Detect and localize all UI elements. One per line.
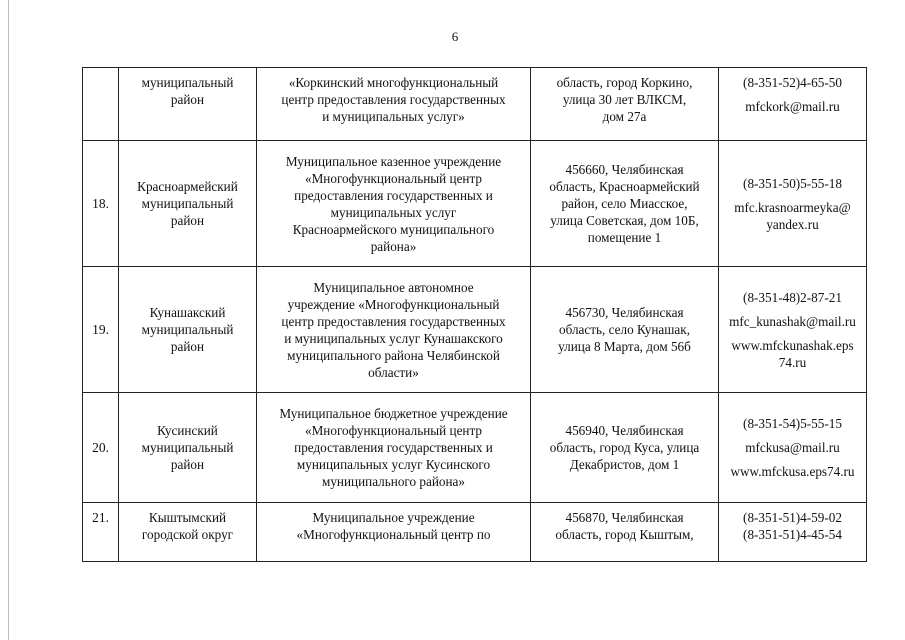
row-number-cell bbox=[83, 141, 119, 267]
phone-text-secondary: (8-351-51)4-45-54 bbox=[743, 527, 842, 542]
name-line: и муниципальных услуг Кунашакского bbox=[284, 330, 503, 346]
address-line: область, Красноармейский bbox=[549, 179, 700, 194]
contacts-cell bbox=[719, 141, 867, 267]
row-number: 18. bbox=[92, 196, 109, 211]
email-link[interactable]: mfc_kunashak@mail.ru bbox=[729, 313, 856, 329]
district-line: Кыштымский bbox=[148, 510, 227, 525]
name-line: предоставления государственных и bbox=[294, 440, 493, 455]
email-link[interactable]: mfckork@mail.ru bbox=[745, 99, 840, 114]
address-line: область, город Кыштым, bbox=[555, 527, 694, 542]
email-link[interactable]: mfc.krasnoarmeyka@ bbox=[734, 199, 851, 215]
address-cell bbox=[531, 503, 719, 562]
name-line: Муниципальное автономное bbox=[313, 279, 474, 295]
phone-text: (8-351-54)5-55-15 bbox=[743, 416, 842, 431]
table-row bbox=[83, 141, 867, 267]
contacts-cell bbox=[719, 393, 867, 503]
address-line: область, город Куса, улица bbox=[549, 440, 700, 455]
mfc-registry-table bbox=[82, 67, 867, 562]
address-cell bbox=[531, 393, 719, 503]
address-line: дом 27а bbox=[602, 109, 647, 124]
district-line: район bbox=[170, 457, 205, 472]
address-line: 456870, Челябинская bbox=[565, 510, 684, 525]
phone-text: (8-351-51)4-59-02 bbox=[743, 510, 842, 525]
name-line: муниципального района» bbox=[321, 474, 465, 489]
address-line: 456940, Челябинская bbox=[565, 423, 684, 438]
address-line: Декабристов, дом 1 bbox=[569, 457, 680, 472]
district-line: район bbox=[170, 213, 205, 228]
district-cell bbox=[119, 141, 257, 267]
name-line: «Многофункциональный центр bbox=[304, 423, 482, 438]
address-line: район, село Миасское, bbox=[561, 196, 688, 211]
name-line: центр предоставления государственных bbox=[281, 92, 506, 107]
district-line: муниципальный bbox=[141, 322, 234, 337]
table-row bbox=[83, 393, 867, 503]
district-line: район bbox=[170, 339, 205, 354]
district-line: Кусинский bbox=[157, 423, 218, 438]
page-number: 6 bbox=[451, 29, 459, 44]
name-line: Красноармейского муниципального bbox=[292, 221, 495, 237]
district-cell bbox=[119, 68, 257, 141]
name-line: области» bbox=[368, 364, 419, 380]
name-line: предоставления государственных и bbox=[294, 187, 493, 203]
address-line: улица Советская, дом 10Б, bbox=[550, 213, 699, 228]
row-number-cell bbox=[83, 68, 119, 141]
contacts-cell bbox=[719, 503, 867, 562]
address-line: 456730, Челябинская bbox=[565, 305, 684, 320]
organization-name-cell bbox=[257, 267, 531, 393]
organization-name-cell bbox=[257, 393, 531, 503]
row-number-cell bbox=[83, 267, 119, 393]
email-link-continued[interactable]: yandex.ru bbox=[766, 216, 819, 232]
row-number-cell bbox=[83, 503, 119, 562]
organization-name-cell bbox=[257, 68, 531, 141]
district-cell bbox=[119, 393, 257, 503]
website-link[interactable]: www.mfckunashak.eps bbox=[731, 337, 854, 353]
row-number-cell bbox=[83, 393, 119, 503]
organization-name-cell bbox=[257, 141, 531, 267]
name-line: «Многофункциональный центр bbox=[304, 170, 482, 186]
name-line: учреждение «Многофункциональный bbox=[287, 296, 500, 312]
address-line: улица 30 лет ВЛКСМ, bbox=[562, 92, 687, 107]
phone-text: (8-351-52)4-65-50 bbox=[743, 75, 842, 90]
phone-text: (8-351-50)5-55-18 bbox=[743, 175, 842, 191]
row-number: 19. bbox=[92, 322, 109, 337]
website-link[interactable]: www.mfckusa.eps74.ru bbox=[730, 464, 855, 479]
district-line: муниципальный bbox=[141, 196, 234, 211]
district-cell bbox=[119, 503, 257, 562]
address-line: 456660, Челябинская bbox=[565, 162, 684, 177]
name-line: Муниципальное учреждение bbox=[312, 510, 475, 525]
address-cell bbox=[531, 141, 719, 267]
address-line: улица 8 Марта, дом 56б bbox=[558, 339, 691, 354]
name-line: муниципальных услуг Кусинского bbox=[296, 457, 491, 472]
district-line: муниципальный bbox=[141, 440, 234, 455]
name-line: Муниципальное бюджетное учреждение bbox=[279, 406, 508, 421]
row-number: 20. bbox=[92, 440, 109, 455]
website-link-continued[interactable]: 74.ru bbox=[778, 354, 807, 370]
name-line: «Многофункциональный центр по bbox=[296, 527, 491, 542]
name-line: района» bbox=[370, 238, 417, 254]
district-line: Кунашакский bbox=[149, 305, 226, 320]
table-row bbox=[83, 267, 867, 393]
name-line: муниципального района Челябинской bbox=[287, 347, 500, 363]
name-line: «Коркинский многофункциональный bbox=[288, 75, 499, 90]
email-link[interactable]: mfckusa@mail.ru bbox=[745, 440, 840, 455]
table-row bbox=[83, 68, 867, 141]
page-edge-line bbox=[8, 0, 9, 640]
name-line: центр предоставления государственных bbox=[281, 313, 506, 329]
organization-name-cell bbox=[257, 503, 531, 562]
address-line: помещение 1 bbox=[587, 230, 662, 245]
district-line: Красноармейский bbox=[137, 179, 238, 194]
address-cell bbox=[531, 68, 719, 141]
address-line: область, город Коркино, bbox=[556, 75, 693, 90]
phone-text: (8-351-48)2-87-21 bbox=[743, 289, 842, 305]
name-line: Муниципальное казенное учреждение bbox=[285, 153, 502, 169]
address-cell bbox=[531, 267, 719, 393]
table-row bbox=[83, 503, 867, 562]
name-line: муниципальных услуг bbox=[330, 204, 457, 220]
district-cell bbox=[119, 267, 257, 393]
district-line: район bbox=[170, 92, 205, 107]
contacts-cell bbox=[719, 68, 867, 141]
district-line: муниципальный bbox=[141, 75, 234, 90]
name-line: и муниципальных услуг» bbox=[322, 109, 465, 124]
row-number: 21. bbox=[92, 510, 109, 525]
address-line: область, село Кунашак, bbox=[559, 322, 690, 337]
contacts-cell bbox=[719, 267, 867, 393]
district-line: городской округ bbox=[141, 527, 234, 542]
